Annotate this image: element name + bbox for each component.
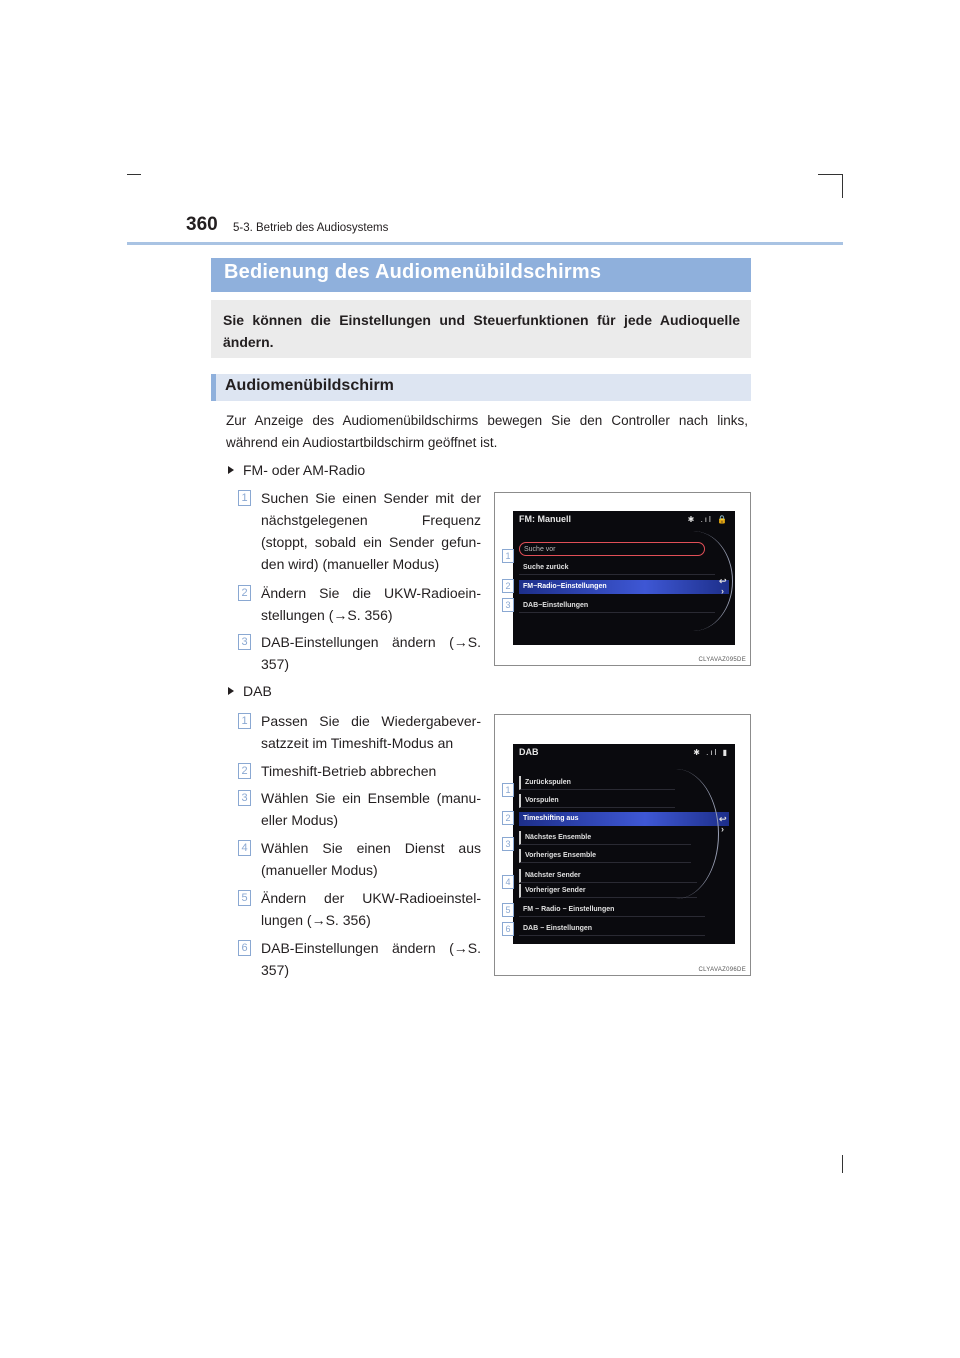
item-text: Ändern der UKW-Radioeinstel-lungen (→S. 356) bbox=[261, 890, 481, 928]
fm-screen bbox=[513, 511, 735, 645]
bullet-dab-label: DAB bbox=[243, 683, 272, 699]
crop-mark bbox=[127, 174, 141, 175]
image-code: CLYAVAZ096DE bbox=[698, 967, 746, 973]
menu-item-next-station[interactable]: Nächster Sender bbox=[519, 869, 697, 883]
chapter-title: 5-3. Betrieb des Audiosystems bbox=[233, 222, 389, 234]
fm-screen-title: FM: Manuell bbox=[519, 514, 571, 524]
crop-mark bbox=[818, 174, 842, 175]
dab-screen-title: DAB bbox=[519, 747, 539, 757]
menu-item-dab-settings[interactable]: DAB − Einstellungen bbox=[519, 922, 705, 936]
status-icons: ✱ .ıl 🔒 bbox=[687, 515, 729, 524]
callout-number: 5 bbox=[502, 903, 514, 917]
item-text: Suchen Sie einen Sender mit der nächstgelegenen Frequenz (stoppt, sobald ein Sender gefun-den wird) (manueller Modus) bbox=[261, 490, 481, 572]
item-number: 1 bbox=[238, 713, 251, 729]
menu-item-timeshift-off[interactable]: Timeshifting aus bbox=[519, 812, 729, 826]
section-title: Bedienung des Audiomenübildschirms bbox=[211, 258, 751, 292]
header-rule bbox=[127, 242, 843, 245]
crop-mark bbox=[842, 174, 843, 198]
dab-screenshot bbox=[494, 714, 751, 976]
menu-item-dab-settings[interactable]: DAB−Einstellungen bbox=[519, 599, 715, 613]
bullet-dab bbox=[228, 683, 272, 699]
item-text: Timeshift-Betrieb abbrechen bbox=[261, 763, 437, 779]
menu-item-forward[interactable]: Vorspulen bbox=[519, 794, 675, 808]
item-number: 3 bbox=[238, 790, 251, 806]
item-number: 3 bbox=[238, 634, 251, 650]
callout-number: 1 bbox=[502, 549, 514, 563]
item-text: Passen Sie die Wiedergabever-satzzeit im Timeshift-Modus an bbox=[261, 713, 481, 751]
callout-number: 2 bbox=[502, 579, 514, 593]
item-number: 2 bbox=[238, 585, 251, 601]
menu-item-suche-zurueck[interactable]: Suche zurück bbox=[519, 561, 715, 575]
subsection-body: Zur Anzeige des Audiomenübildschirms bewegen Sie den Controller nach links, während ein Audiostartbildschirm geöffnet ist. bbox=[226, 413, 748, 450]
menu-item-fm-settings[interactable]: FM−Radio−Einstellungen bbox=[519, 580, 729, 594]
back-icon[interactable]: ↩ bbox=[719, 576, 727, 586]
chevron-right-icon: › bbox=[721, 824, 724, 834]
callout-number: 1 bbox=[502, 783, 514, 797]
item-number: 1 bbox=[238, 490, 251, 506]
bullet-fm-label: FM- oder AM-Radio bbox=[243, 462, 366, 478]
menu-item-prev-ensemble[interactable]: Vorheriges Ensemble bbox=[519, 849, 691, 863]
fm-screenshot bbox=[494, 492, 751, 666]
dab-screen bbox=[513, 744, 735, 944]
bullet-fm bbox=[228, 462, 365, 478]
section-intro: Sie können die Einstellungen und Steuerfunktionen für jede Audioquelle ändern. bbox=[211, 300, 751, 358]
crop-mark bbox=[842, 1155, 843, 1173]
item-text: Ändern Sie die UKW-Radioein-stellungen (→S. 356) bbox=[261, 585, 481, 623]
item-text: Wählen Sie einen Dienst aus (manueller Modus) bbox=[261, 840, 481, 878]
item-text: Wählen Sie ein Ensemble (manu-eller Modus) bbox=[261, 790, 481, 828]
callout-number: 3 bbox=[502, 598, 514, 612]
callout-number: 2 bbox=[502, 811, 514, 825]
item-text: DAB-Einstellungen ändern (→S. 357) bbox=[261, 634, 481, 672]
callout-number: 4 bbox=[502, 875, 514, 889]
menu-item-fm-settings[interactable]: FM − Radio − Einstellungen bbox=[519, 903, 705, 917]
image-code: CLYAVAZ095DE bbox=[698, 657, 746, 663]
callout-number: 6 bbox=[502, 922, 514, 936]
item-number: 4 bbox=[238, 840, 251, 856]
callout-number: 3 bbox=[502, 837, 514, 851]
bullet-triangle-icon bbox=[228, 466, 234, 474]
bullet-triangle-icon bbox=[228, 687, 234, 695]
back-icon[interactable]: ↩ bbox=[719, 814, 727, 824]
chevron-right-icon: › bbox=[721, 586, 724, 596]
subsection-title: Audiomenübildschirm bbox=[211, 374, 751, 401]
menu-item-prev-station[interactable]: Vorheriger Sender bbox=[519, 884, 697, 898]
menu-item-rewind[interactable]: Zurückspulen bbox=[519, 776, 675, 790]
item-number: 6 bbox=[238, 940, 251, 956]
scroll-arc bbox=[653, 531, 733, 631]
menu-item-next-ensemble[interactable]: Nächstes Ensemble bbox=[519, 831, 691, 845]
item-text: DAB-Einstellungen ändern (→S. 357) bbox=[261, 940, 481, 978]
item-number: 5 bbox=[238, 890, 251, 906]
scroll-arc bbox=[633, 769, 719, 899]
page-number: 360 bbox=[186, 214, 218, 235]
menu-item-suche-vor[interactable]: Suche vor bbox=[519, 542, 705, 556]
status-icons: ✱ .ıl ▮ bbox=[693, 748, 729, 757]
item-number: 2 bbox=[238, 763, 251, 779]
